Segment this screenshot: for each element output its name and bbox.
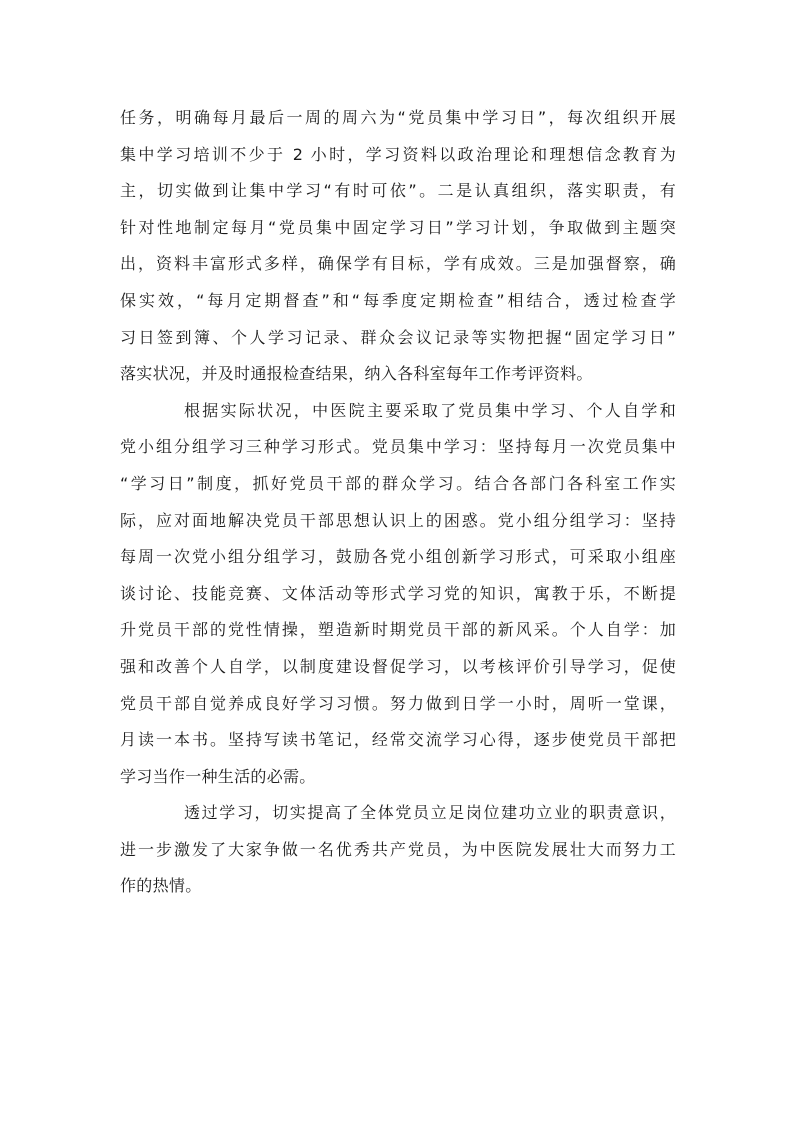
paragraph-line: 强和改善个人自学，以制度建设督促学习，以考核评价引导学习，促使 xyxy=(120,656,676,676)
paragraph-2 xyxy=(120,393,676,796)
paragraph-line: 出，资料丰富形式多样，确保学有目标，学有成效。三是加强督察，确 xyxy=(120,254,676,274)
paragraph-line: 落实状况，并及时通报检查结果，纳入各科室每年工作考评资料。 xyxy=(120,364,593,384)
paragraph-line: “学习日”制度，抓好党员干部的群众学习。结合各部门各科室工作实 xyxy=(120,473,676,493)
paragraph-line: 党员干部自觉养成良好学习习惯。努力做到日学一小时，周听一堂课， xyxy=(120,693,676,713)
paragraph-line: 主，切实做到让集中学习“有时可依”。二是认真组织，落实职责，有 xyxy=(120,181,676,201)
paragraph-line: 月读一本书。坚持写读书笔记，经常交流学习心得，逐步使党员干部把 xyxy=(120,730,676,750)
paragraph-line: 际，应对面地解决党员干部思想认识上的困惑。党小组分组学习：坚持 xyxy=(120,510,676,530)
paragraph-line: 每周一次党小组分组学习，鼓励各党小组创新学习形式，可采取小组座 xyxy=(120,547,676,567)
paragraph-line: 透过学习，切实提高了全体党员立足岗位建功立业的职责意识， xyxy=(184,803,676,823)
paragraph-line: 保实效，“每月定期督查”和“每季度定期检查”相结合，透过检查学 xyxy=(120,290,676,310)
paragraph-line: 集中学习培训不少于 2 小时，学习资料以政治理论和理想信念教育为 xyxy=(120,144,676,164)
paragraph-1 xyxy=(120,100,676,393)
paragraph-line: 党小组分组学习三种学习形式。党员集中学习：坚持每月一次党员集中 xyxy=(120,437,676,457)
paragraph-line: 习日签到簿、个人学习记录、群众会议记录等实物把握“固定学习日” xyxy=(120,327,676,347)
document-body xyxy=(120,100,676,905)
paragraph-line: 作的热情。 xyxy=(120,876,202,896)
paragraph-3 xyxy=(120,795,676,905)
paragraph-line: 进一步激发了大家争做一名优秀共产党员，为中医院发展壮大而努力工 xyxy=(120,839,676,859)
paragraph-line: 学习当作一种生活的必需。 xyxy=(120,766,316,786)
paragraph-line: 任务，明确每月最后一周的周六为“党员集中学习日”，每次组织开展 xyxy=(120,108,676,127)
paragraph-line: 针对性地制定每月“党员集中固定学习日”学习计划，争取做到主题突 xyxy=(120,217,676,237)
paragraph-line: 升党员干部的党性情操，塑造新时期党员干部的新风采。个人自学：加 xyxy=(120,620,676,640)
paragraph-line: 谈讨论、技能竞赛、文体活动等形式学习党的知识，寓教于乐，不断提 xyxy=(120,583,676,603)
paragraph-line: 根据实际状况，中医院主要采取了党员集中学习、个人自学和 xyxy=(184,400,676,420)
